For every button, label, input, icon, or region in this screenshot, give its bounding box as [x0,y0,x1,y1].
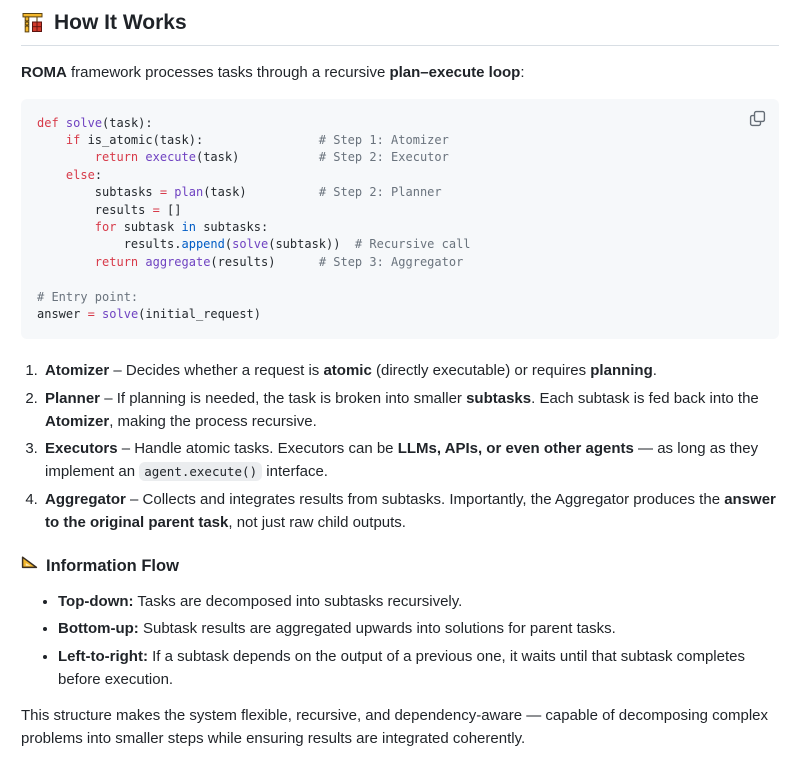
list-item: 1. Atomizer – Decides whether a request is atomic (directly executable) or requires planning. [42,359,779,382]
list-item: • Top-down: Tasks are decomposed into subtasks recursively. [58,590,779,613]
construction-crane-icon [21,11,45,35]
section-title-information-flow [21,554,779,578]
intro-bold-loop: plan–execute loop [389,64,521,82]
section-title-text: Information Flow [46,556,179,575]
copy-code-button[interactable] [747,109,767,129]
copy-icon [749,110,766,127]
triangular-ruler-icon [21,554,38,578]
steps-list [21,359,779,534]
page-title [21,10,779,46]
code-block-code: def solve(task): if is_atomic(task): # Step 1: Atomizer return execute(task) # Step 2: Executor else: subtasks = plan(task) # Step 2: Planner results = [] for subtask in subtasks: results.append(solve(subtask)) # Recursive call return aggregate(results) # Step 3: Aggregator # Entry point: answer = solve(initial_request) [37,115,471,321]
intro-bold-roma: ROMA [21,64,67,82]
page-title-text: How It Works [54,11,187,34]
list-item: • Left-to-right: If a subtask depends on the output of a previous one, it waits until that subtask completes before execution. [58,645,779,692]
list-item: 4. Aggregator – Collects and integrates results from subtasks. Importantly, the Aggregator produces the answer to the original parent task, not just raw child outputs. [42,488,779,535]
inline-code-agent-execute: agent.execute() [139,462,262,481]
closing-paragraph: This structure makes the system flexible, recursive, and dependency-aware — capable of decomposing complex problems into smaller steps while ensuring results are integrated coherently. [21,707,769,748]
intro-paragraph: ROMA framework processes tasks through a recursive plan–execute loop: [21,64,525,82]
list-item: • Bottom-up: Subtask results are aggregated upwards into solutions for parent tasks. [58,617,779,640]
information-flow-list [21,590,779,691]
code-block [21,99,779,340]
list-item: 2. Planner – If planning is needed, the task is broken into smaller subtasks. Each subtask is fed back into the Atomizer, making the process recursive. [42,387,779,434]
list-item: 3. Executors – Handle atomic tasks. Executors can be LLMs, APIs, or even other agents — as long as they implement an agent.execute() interface. [42,437,779,484]
